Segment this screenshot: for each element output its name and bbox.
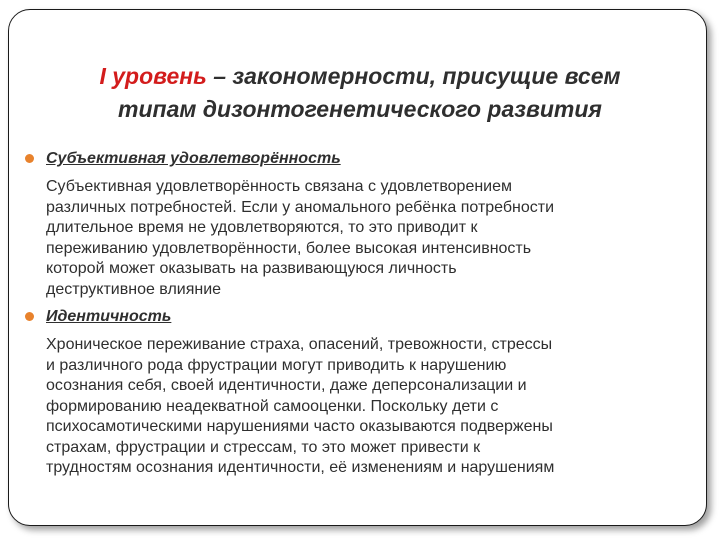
body-line: различных потребностей. Если у аномального ребёнка потребности — [46, 198, 555, 216]
title-line2: типам дизонтогенетического развития — [118, 96, 602, 122]
section-heading: Идентичность — [46, 308, 172, 325]
body-line: Субъективная удовлетворённость связана с удовлетворением — [46, 178, 513, 195]
bullet-dot-icon — [25, 312, 34, 321]
slide-title — [30, 60, 690, 126]
title-line1-rest: – закономерности, присущие всем — [206, 63, 621, 89]
body-line: деструктивное влияние — [46, 280, 222, 298]
body-line: осознания себя, своей идентичности, даже деперсонализации и — [46, 377, 527, 394]
title-accent: I уровень — [99, 63, 207, 89]
slide-content — [20, 146, 700, 479]
section-satisfaction — [20, 146, 700, 300]
body-line: которой может оказывать на развивающуюся личность — [46, 260, 457, 277]
bullet-dot-icon — [25, 154, 34, 163]
bullet-row — [20, 304, 700, 329]
body-line: трудностям осознания идентичности, её изменениям и нарушениям — [46, 459, 555, 476]
section-identity — [20, 304, 700, 479]
body-line: формированию неадекватной самооценки. Поскольку дети с — [46, 397, 499, 415]
body-line: Хроническое переживание страха, опасений, тревожности, стрессы — [46, 336, 553, 353]
section-heading: Субъективная удовлетворённость — [46, 150, 341, 167]
body-line: и различного рода фрустрации могут приводить к нарушению — [46, 356, 507, 374]
body-line: переживанию удовлетворённости, более высокая интенсивность — [46, 239, 532, 257]
body-line: длительное время не удовлетворяются, то это приводит к — [46, 219, 478, 236]
body-line: страхам, фрустрации и стрессам, то это может привести к — [46, 438, 481, 456]
section-body — [46, 177, 696, 300]
bullet-row — [20, 146, 700, 171]
body-line: психосамотическими нарушениями часто оказываются подвержены — [46, 418, 553, 435]
section-body — [46, 335, 696, 479]
